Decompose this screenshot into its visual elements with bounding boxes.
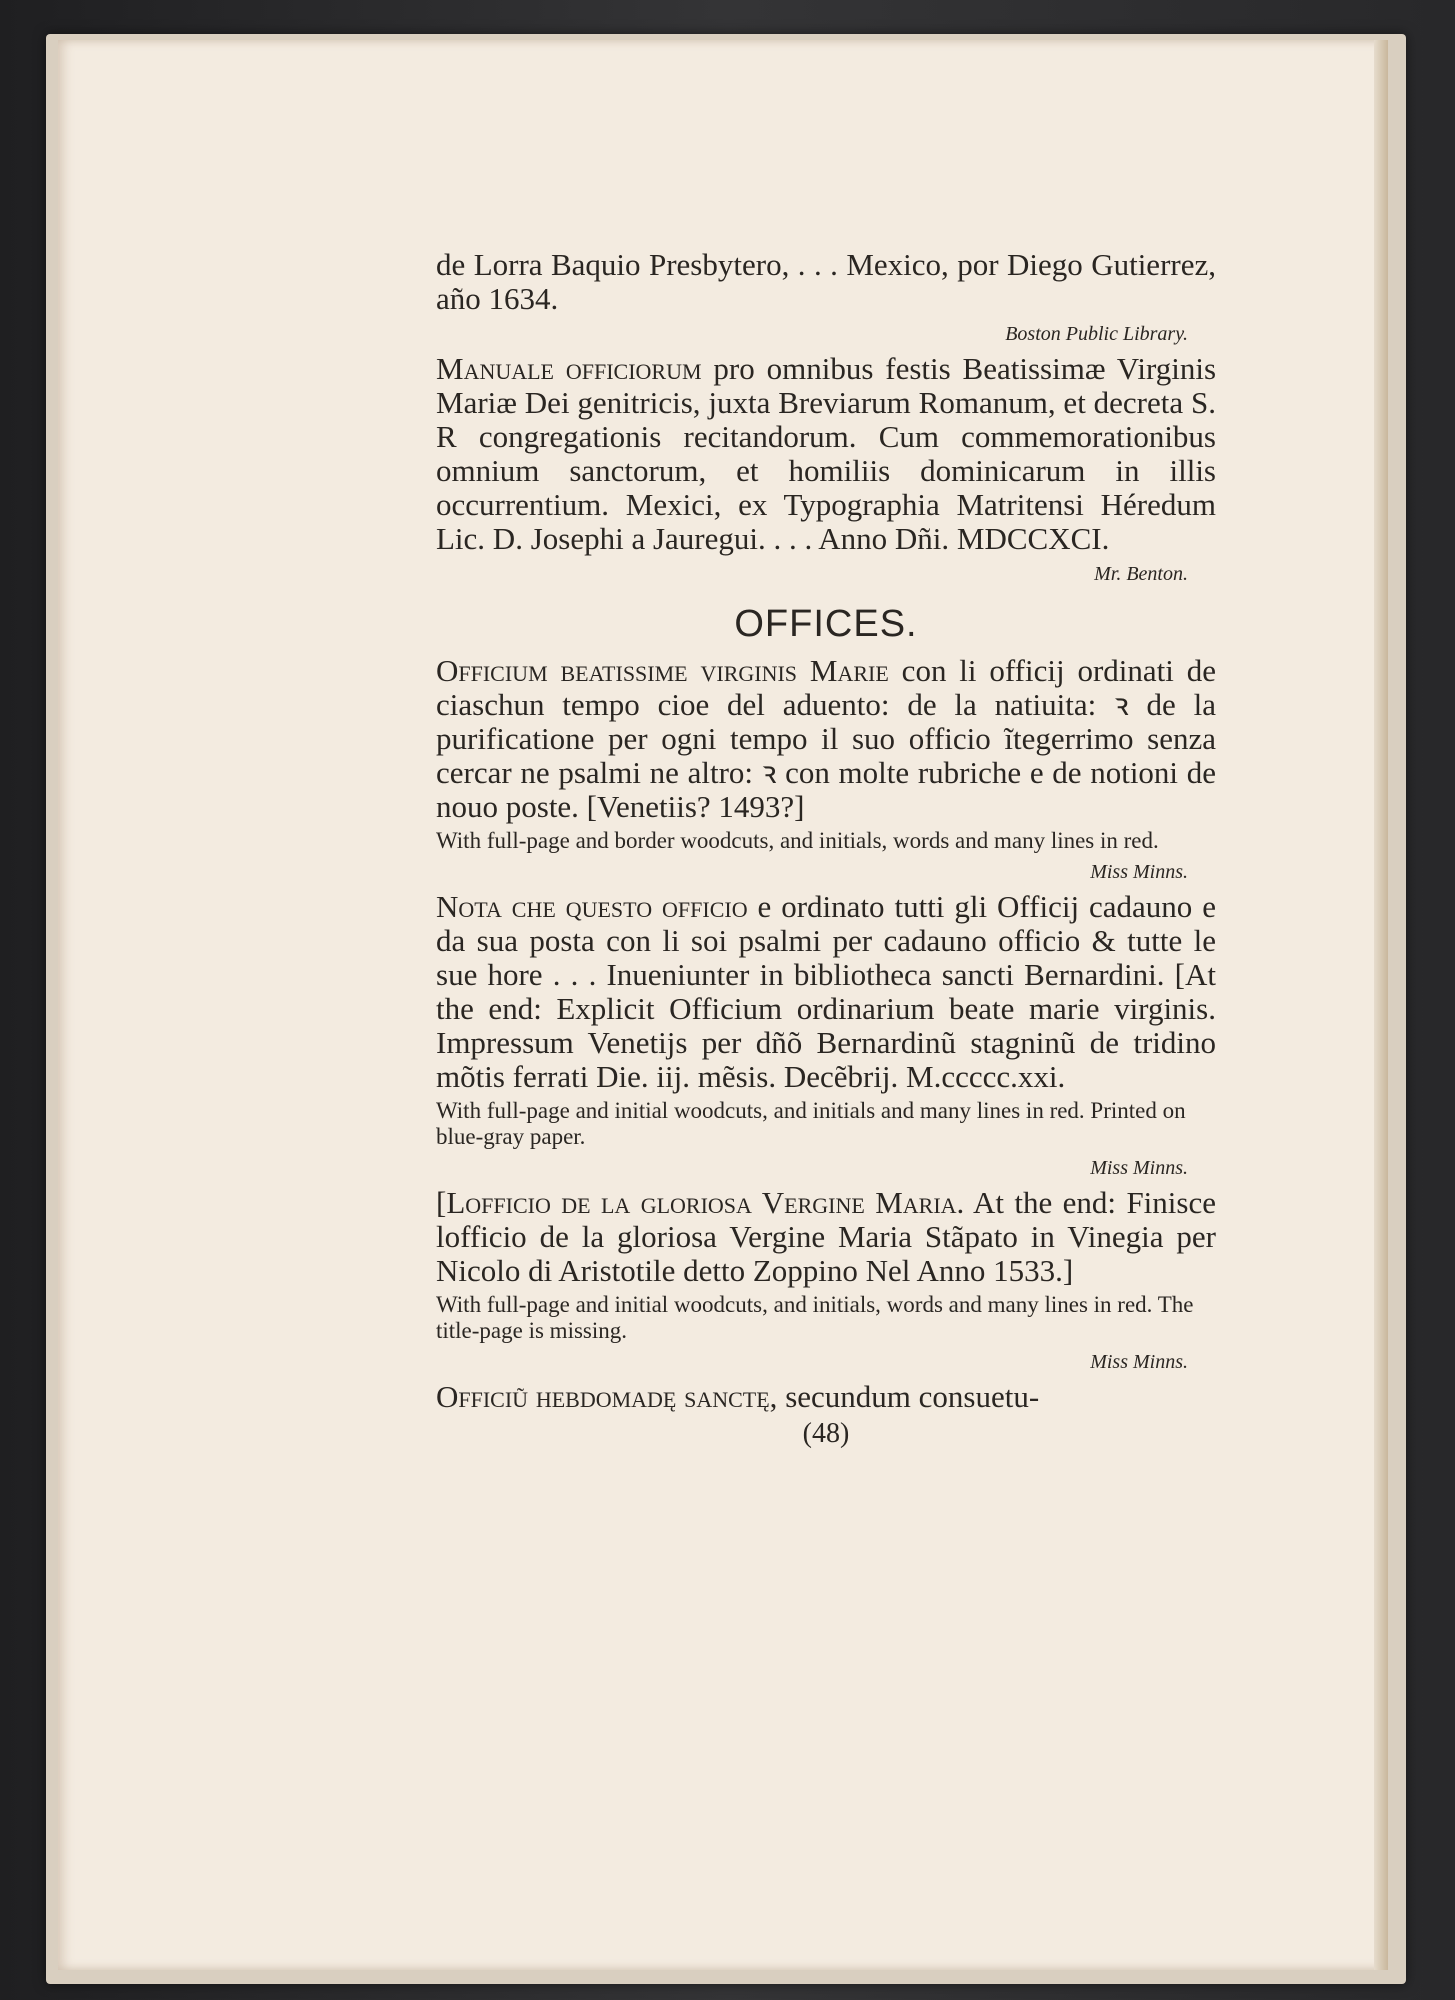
entry-heading: Manuale officiorum <box>436 351 702 386</box>
entry-heading: Officiũ hebdomadę sanctę, <box>436 1379 778 1414</box>
entry-text <box>436 352 1216 556</box>
entry-text <box>436 1380 1216 1414</box>
entry-heading: [Lofficio de la gloriosa Vergine Maria. <box>436 1185 965 1220</box>
entry-officiu-hebdomade <box>436 1380 1216 1414</box>
entry-body: pro omnibus festis Beatissimæ Virginis Mariæ Dei genitricis, juxta Breviarum Romanum, et decreta S. R congregationis recitandorum. Cum commemorationibus omnium sanctorum, et homiliis dominicarum in illis occurrentium. Mexici, ex Typographia Matritensi Héredum Lic. D. Josephi a Jauregui. . . . Anno Dñi. MDCCXCI. <box>436 351 1217 556</box>
entry-source: Miss Minns. <box>1090 1351 1188 1373</box>
entry-text <box>436 248 1216 316</box>
entry-lofficio <box>436 1186 1216 1374</box>
entry-heading: Nota che questo officio <box>436 889 748 924</box>
entry-text <box>436 654 1216 824</box>
entry-text <box>436 1186 1216 1288</box>
entry-source: Boston Public Library. <box>1005 323 1188 345</box>
entry-note: With full-page and initial woodcuts, and initials, words and many lines in red. The title-page is missing. <box>436 1292 1194 1343</box>
entry-source: Miss Minns. <box>1090 861 1188 883</box>
page-gutter <box>1374 40 1388 1970</box>
entry-note: With full-page and initial woodcuts, and initials and many lines in red. Printed on blue-gray paper. <box>436 1098 1186 1149</box>
text-block <box>436 248 1216 1450</box>
entry-body: secundum consuetu- <box>777 1379 1040 1414</box>
section-heading: OFFICES. <box>734 603 918 645</box>
page-number: (48) <box>802 1418 850 1449</box>
entry-body: con li officij ordinati de ciaschun tempo cioe del aduento: de la natiuita: ꝛ de la purificatione per ogni tempo il suo officio ĩtegerrimo senza cercar ne psalmi ne altro: ꝛ con molte rubriche e de notioni de nouo poste. [Venetiis? 1493?] <box>436 653 1216 824</box>
entry-officium-beatissime <box>436 654 1216 884</box>
entry-body: At the end: Finisce lofficio de la gloriosa Vergine Maria Stãpato in Vinegia per Nicolo di Aristotile detto Zoppino Nel Anno 1533.] <box>436 1185 1216 1288</box>
entry-body: e ordinato tutti gli Officij cadauno e da sua posta con li soi psalmi per cadauno officio & tutte le sue hore . . . Inueniunter in bibliotheca sancti Bernardini. [At the end: Explicit Officium ordinarium beate marie virginis. Impressum Venetijs per dñõ Bernardinũ stagninũ de tridino mõtis ferrati Die. iij. mẽsis. Decẽbrij. M.ccccc.xxi. <box>436 889 1216 1094</box>
entry-source: Miss Minns. <box>1090 1157 1188 1179</box>
entry-text <box>436 890 1216 1094</box>
entry-baquio <box>436 248 1216 346</box>
entry-manuale <box>436 352 1216 586</box>
entry-body: de Lorra Baquio Presbytero, . . . Mexico, por Diego Gutierrez, año 1634. <box>436 247 1216 316</box>
entry-source: Mr. Benton. <box>1094 563 1188 585</box>
entry-heading: Officium beatissime virginis Marie <box>436 653 889 688</box>
entry-nota-che <box>436 890 1216 1180</box>
entry-note: With full-page and border woodcuts, and initials, words and many lines in red. <box>436 828 1159 853</box>
